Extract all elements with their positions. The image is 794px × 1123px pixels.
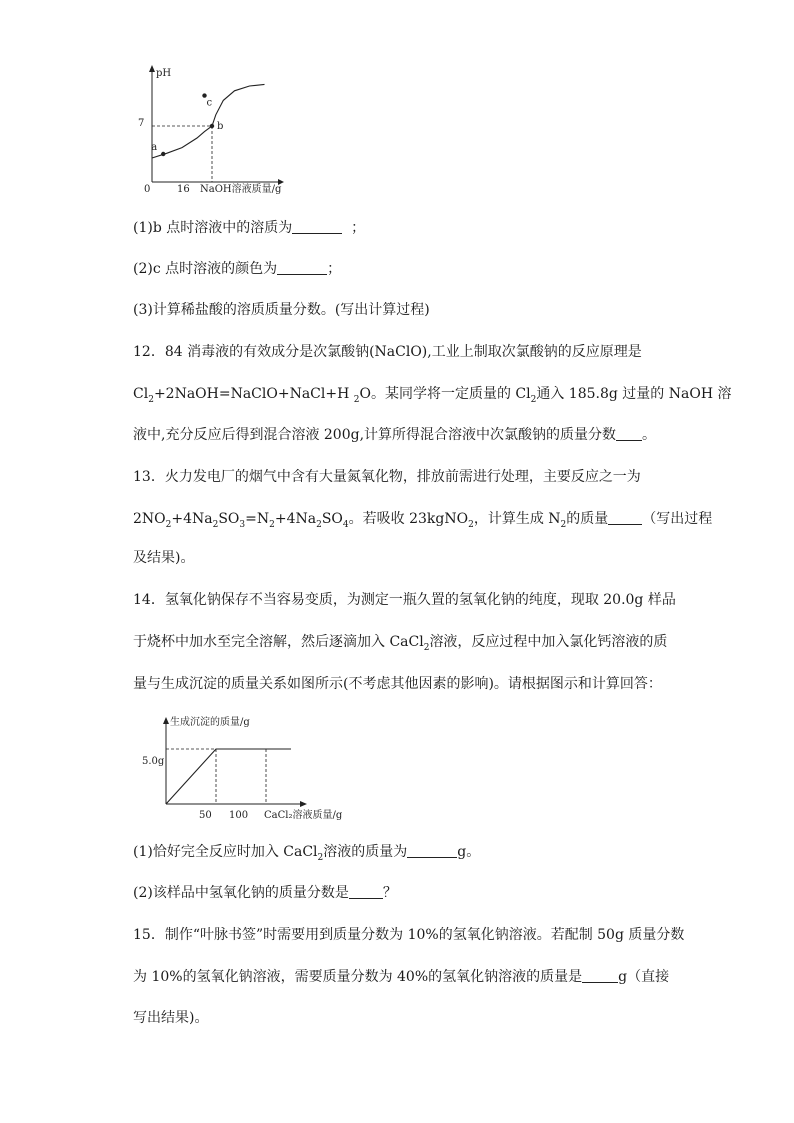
q14-line3: 量与生成沉淀的质量关系如图所示(不考虑其他因素的影响)。请根据图示和计算回答： [133,676,662,692]
q15-line3: 写出结果)。 [133,1010,209,1026]
ph-chart-xtick-0: 0 [144,184,151,195]
precipitate-chart-ytick: 5.0g [142,756,165,767]
q15-line2: 为 10%的氢氧化钠溶液，需要质量分数为 40%的氢氧化钠溶液的质量是 g（直接 [133,969,670,985]
answer-blank[interactable] [407,843,457,858]
answer-blank[interactable] [292,219,342,234]
x-axis-arrow [300,801,307,807]
q14-line2: 于烧杯中加水至完全溶解，然后逐滴加入 CaCl$_2$溶液，反应过程中加入氯化钙溶液的质 [133,634,668,653]
precipitate-chart-xtick-50: 50 [199,810,212,821]
precipitate-chart-xtick-100: 100 [229,810,249,821]
q13-line2: $2NO_2+4Na_2SO_3=N_2+4Na_2SO_4$。若吸收 23kgNO$_2$，计算生成 $N_2$的质量 （写出过程 [133,511,713,530]
ph-chart-xtick-16: 16 [177,184,190,195]
ph-chart [138,62,288,202]
q13-line3: 及结果)。 [133,550,195,566]
ph-chart-ytick-7: 7 [138,118,145,129]
precipitate-chart [140,713,360,825]
precipitate-curve [166,749,291,804]
q14-part2: (2)该样品中氢氧化钠的质量分数是 ？ [133,885,397,901]
answer-blank[interactable] [608,510,642,525]
y-axis-arrow [149,65,155,72]
q14-part1: (1)恰好完全反应时加入 CaCl$_2$溶液的质量为 g。 [133,844,481,863]
answer-blank[interactable] [616,426,642,441]
q12-line2: $Cl_2+2NaOH=NaClO+NaCl+H$ $_2$O。某同学将一定质量的 $Cl_2$通入 185.8g 过量的 NaOH 溶 [133,386,732,405]
answer-blank[interactable] [582,968,618,983]
y-axis-arrow [163,717,169,724]
data-point-label-c: c [206,97,213,109]
q15-line1: 15．制作“叶脉书签”时需要用到质量分数为 10%的氢氧化钠溶液。若配制 50g 质量分数 [133,927,685,943]
q11-part2: (2)c 点时溶液的颜色为 ； [133,261,342,277]
q11-part1: (1)b 点时溶液中的溶质为 ； [133,220,366,236]
q11-part3: (3)计算稀盐酸的溶质质量分数。(写出计算过程) [133,302,430,318]
q12-line1: 12．84 消毒液的有效成分是次氯酸钠(NaClO),工业上制取次氯酸钠的反应原理是 [133,344,642,360]
q13-line1: 13．火力发电厂的烟气中含有大量氮氧化物，排放前需进行处理，主要反应之一为 [133,469,641,485]
ph-chart-ylabel: pH [156,68,172,79]
data-point-label-a: a [151,142,158,153]
precipitate-chart-ylabel: 生成沉淀的质量/g [170,717,250,728]
data-point-label-b: b [217,121,224,132]
ph-chart-xlabel: NaOH溶液质量/g [200,184,282,195]
answer-blank[interactable] [349,884,383,899]
q12-line3: 液中,充分反应后得到混合溶液 200g,计算所得混合溶液中次氯酸钠的质量分数 。 [133,427,657,443]
precipitate-chart-xlabel: CaCl₂溶液质量/g [264,810,343,821]
answer-blank[interactable] [277,260,327,275]
q14-line1: 14．氢氧化钠保存不当容易变质，为测定一瓶久置的氢氧化钠的纯度，现取 20.0g 样品 [133,592,676,608]
ph-curve [152,84,265,158]
data-point-b [210,124,214,128]
data-point-a [161,152,165,156]
